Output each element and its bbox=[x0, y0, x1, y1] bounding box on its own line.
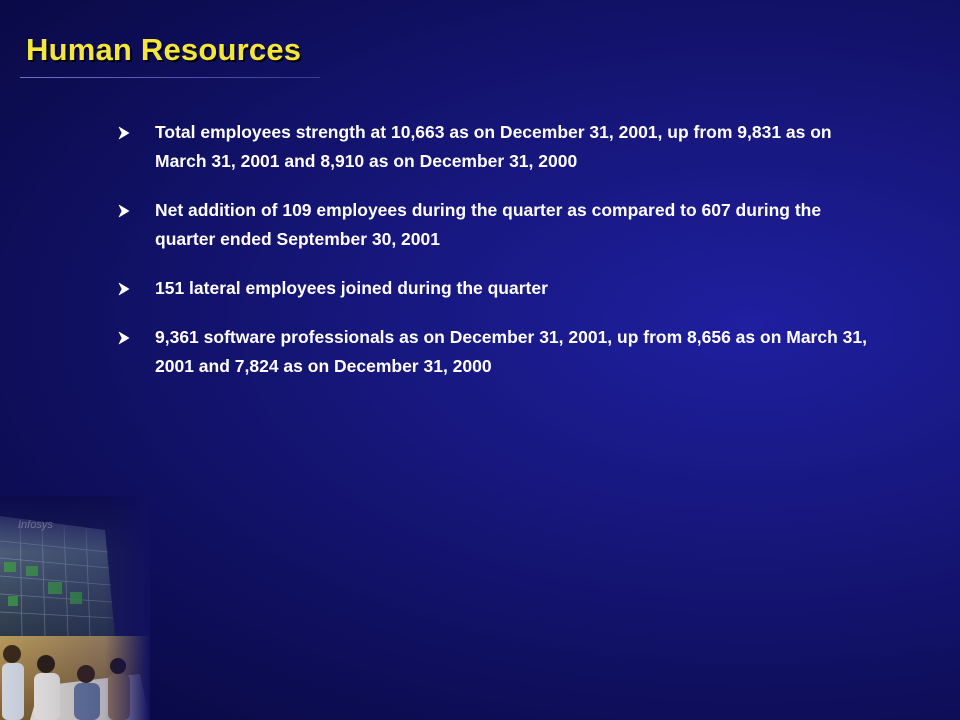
arrow-bullet-icon bbox=[118, 282, 130, 296]
title-underline bbox=[20, 77, 320, 78]
bullet-text: 9,361 software professionals as on December 31, 2001, up from 8,656 as on March 31, 2001 and 7,824 as on December 31, 2000 bbox=[155, 327, 867, 376]
office-photo bbox=[0, 496, 150, 720]
bullet-item bbox=[118, 323, 878, 381]
arrow-bullet-icon bbox=[118, 126, 130, 140]
slide-title: Human Resources bbox=[26, 32, 302, 67]
arrow-bullet-icon bbox=[118, 204, 130, 218]
bullet-text: Net addition of 109 employees during the quarter as compared to 607 during the quarter ended September 30, 2001 bbox=[155, 200, 822, 249]
bullet-item bbox=[118, 118, 878, 176]
bullet-list bbox=[118, 118, 878, 401]
arrow-bullet-icon bbox=[118, 331, 130, 345]
bullet-text: 151 lateral employees joined during the quarter bbox=[155, 278, 548, 298]
bullet-text: Total employees strength at 10,663 as on December 31, 2001, up from 9,831 as on March 31, 2001 and 8,910 as on December 31, 2000 bbox=[155, 122, 832, 171]
bullet-item bbox=[118, 274, 878, 303]
bullet-item bbox=[118, 196, 878, 254]
